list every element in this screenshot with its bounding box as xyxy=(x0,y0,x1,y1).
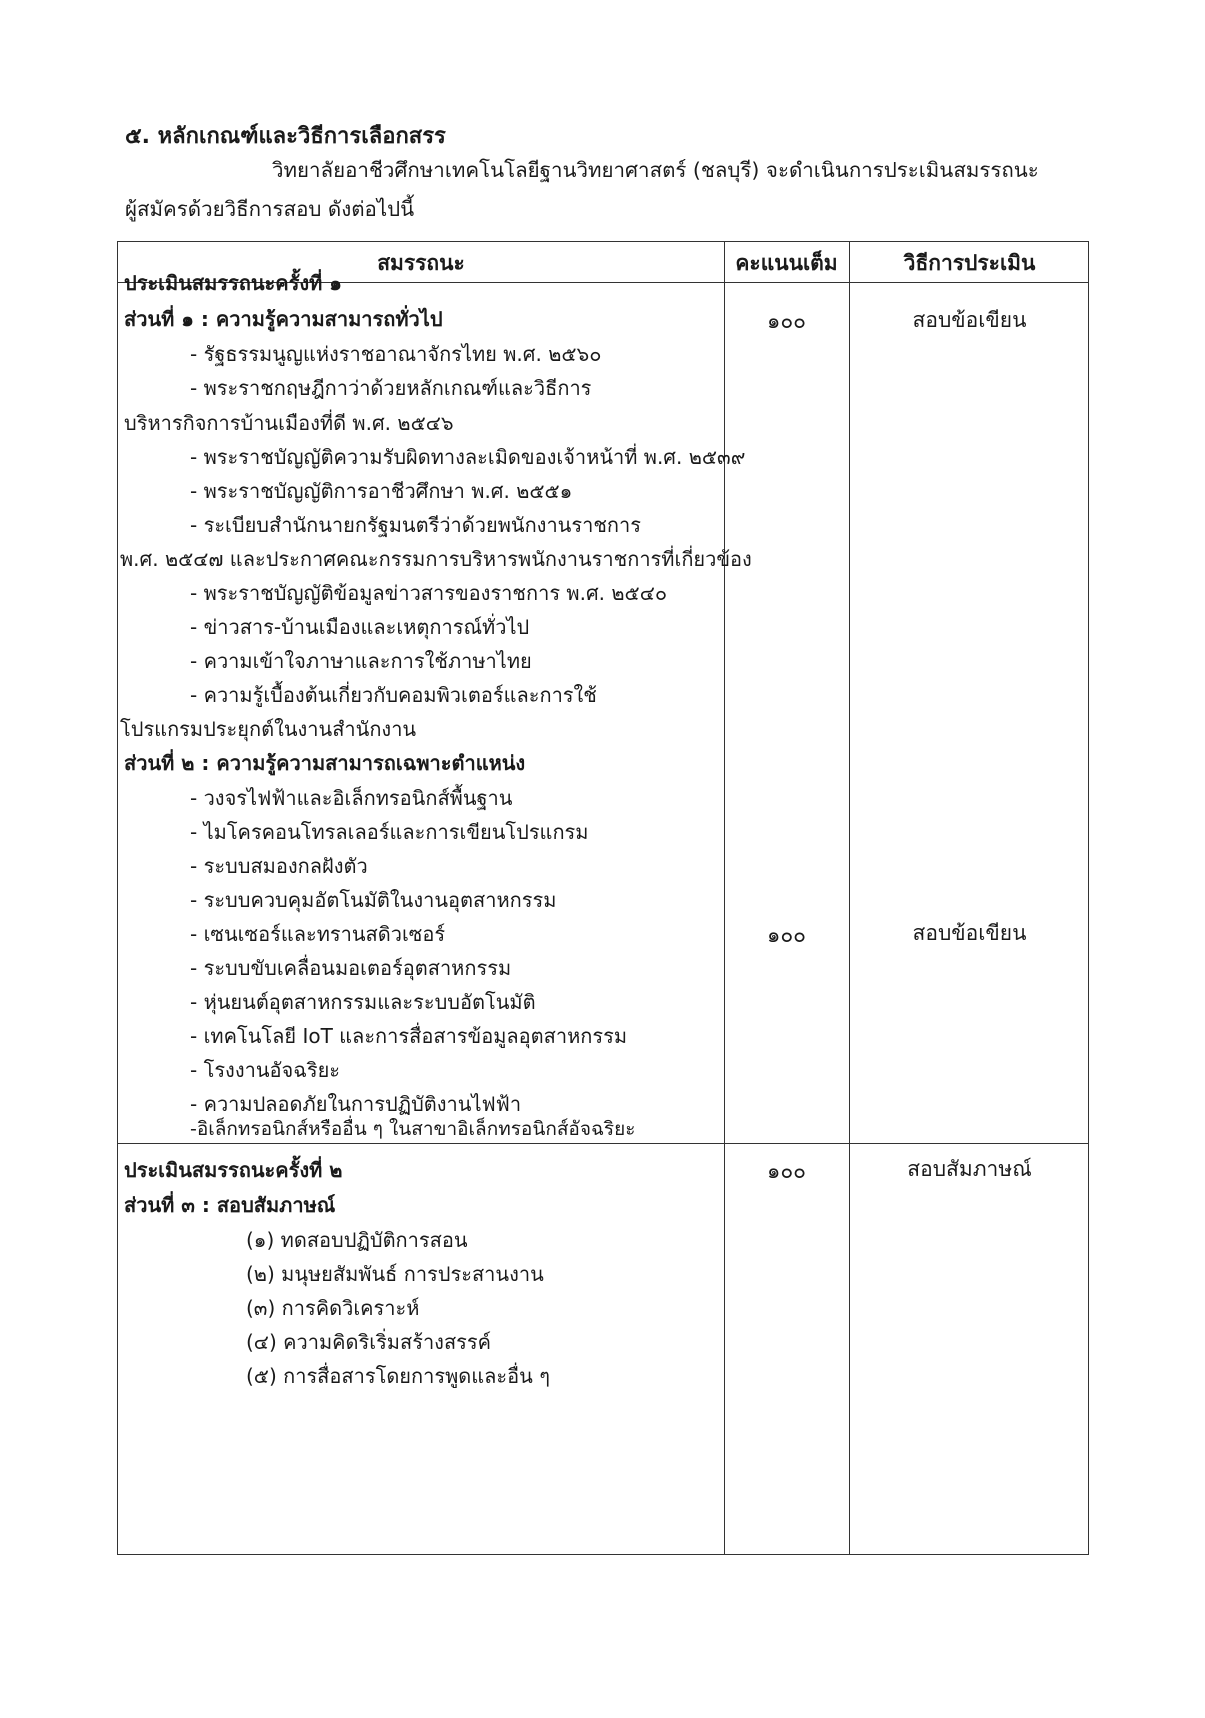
part2-item: - ระบบขับเคลื่อนมอเตอร์อุตสาหกรรม xyxy=(190,956,512,980)
column-divider xyxy=(724,242,725,1554)
round1-title: ประเมินสมรรถนะครั้งที่ ๑ xyxy=(124,271,342,295)
part2-item: - เซนเซอร์และทรานสดิวเซอร์ xyxy=(190,922,446,946)
part2-item: - ไมโครคอนโทรลเลอร์และการเขียนโปรแกรม xyxy=(190,820,589,844)
part2-item: - โรงงานอัจฉริยะ xyxy=(190,1058,341,1082)
part2-title: ส่วนที่ ๒ : ความรู้ความสามารถเฉพาะตำแหน่ง xyxy=(124,751,526,775)
part1-item: - ความเข้าใจภาษาและการใช้ภาษาไทย xyxy=(190,649,532,673)
part1-item: - ระเบียบสำนักนายกรัฐมนตรีว่าด้วยพนักงานราชการ xyxy=(190,513,641,537)
part2-method: สอบข้อเขียน xyxy=(912,921,1027,945)
interview-item: (๒) มนุษยสัมพันธ์ การประสานงาน xyxy=(246,1262,544,1286)
part1-item: - ข่าวสาร-บ้านเมืองและเหตุการณ์ทั่วไป xyxy=(190,615,530,639)
part1-item: - พระราชกฤษฎีกาว่าด้วยหลักเกณฑ์และวิธีการ xyxy=(190,376,592,400)
part2-score: ๑๐๐ xyxy=(767,923,806,947)
interview-item: (๓) การคิดวิเคราะห์ xyxy=(246,1296,420,1320)
part2-item: -อิเล็กทรอนิกส์หรืออื่น ๆ ในสาขาอิเล็กทรอนิกส์อัจฉริยะ xyxy=(190,1118,636,1140)
column-divider xyxy=(849,242,850,1554)
part3-title: ส่วนที่ ๓ : สอบสัมภาษณ์ xyxy=(124,1193,336,1217)
round2-title: ประเมินสมรรถนะครั้งที่ ๒ xyxy=(124,1158,343,1182)
header-assessment-method: วิธีการประเมิน xyxy=(903,250,1036,275)
part1-item: บริหารกิจการบ้านเมืองที่ดี พ.ศ. ๒๕๔๖ xyxy=(124,411,454,435)
part1-item: โปรแกรมประยุกต์ในงานสำนักงาน xyxy=(120,717,417,741)
round2-score: ๑๐๐ xyxy=(767,1159,806,1183)
round-divider xyxy=(118,1143,1088,1144)
round2-method: สอบสัมภาษณ์ xyxy=(907,1157,1032,1181)
interview-item: (๕) การสื่อสารโดยการพูดและอื่น ๆ xyxy=(246,1364,550,1388)
interview-item: (๔) ความคิดริเริ่มสร้างสรรค์ xyxy=(246,1330,492,1354)
part1-item: - พระราชบัญญัติการอาชีวศึกษา พ.ศ. ๒๕๕๑ xyxy=(190,479,573,503)
part1-item: - พระราชบัญญัติข้อมูลข่าวสารของราชการ พ.ศ. ๒๕๔๐ xyxy=(190,581,668,605)
part1-item: - พระราชบัญญัติความรับผิดทางละเมิดของเจ้าหน้าที่ พ.ศ. ๒๕๓๙ xyxy=(190,445,746,469)
part2-item: - ระบบสมองกลฝังตัว xyxy=(190,854,368,878)
header-competency: สมรรถนะ xyxy=(377,250,465,275)
part1-item: พ.ศ. ๒๕๔๗ และประกาศคณะกรรมการบริหารพนักงานราชการที่เกี่ยวข้อง xyxy=(120,547,752,571)
competency-table xyxy=(117,241,1089,1555)
part1-item: - รัฐธรรมนูญแห่งราชอาณาจักรไทย พ.ศ. ๒๕๖๐ xyxy=(190,342,602,366)
part2-item: - เทคโนโลยี IoT และการสื่อสารข้อมูลอุตสาหกรรม xyxy=(190,1024,628,1048)
part2-item: - วงจรไฟฟ้าและอิเล็กทรอนิกส์พื้นฐาน xyxy=(190,786,513,810)
intro-paragraph-line2: ผู้สมัครด้วยวิธีการสอบ ดังต่อไปนี้ xyxy=(125,197,415,221)
part2-item: - หุ่นยนต์อุตสาหกรรมและระบบอัตโนมัติ xyxy=(190,990,536,1014)
part2-item: - ระบบควบคุมอัตโนมัติในงานอุตสาหกรรม xyxy=(190,888,557,912)
section-heading: ๕. หลักเกณฑ์และวิธีการเลือกสรร xyxy=(125,124,446,149)
part1-score: ๑๐๐ xyxy=(767,309,806,333)
intro-paragraph-line1: วิทยาลัยอาชีวศึกษาเทคโนโลยีฐานวิทยาศาสตร์ (ชลบุรี) จะดำเนินการประเมินสมรรถนะ xyxy=(272,158,1039,182)
part1-method: สอบข้อเขียน xyxy=(912,308,1027,332)
part2-item: - ความปลอดภัยในการปฏิบัติงานไฟฟ้า xyxy=(190,1092,522,1116)
interview-item: (๑) ทดสอบปฏิบัติการสอน xyxy=(246,1228,468,1252)
header-full-score: คะแนนเต็ม xyxy=(735,250,838,275)
part1-item: - ความรู้เบื้องต้นเกี่ยวกับคอมพิวเตอร์และการใช้ xyxy=(190,683,597,707)
part1-title: ส่วนที่ ๑ : ความรู้ความสามารถทั่วไป xyxy=(124,307,443,331)
